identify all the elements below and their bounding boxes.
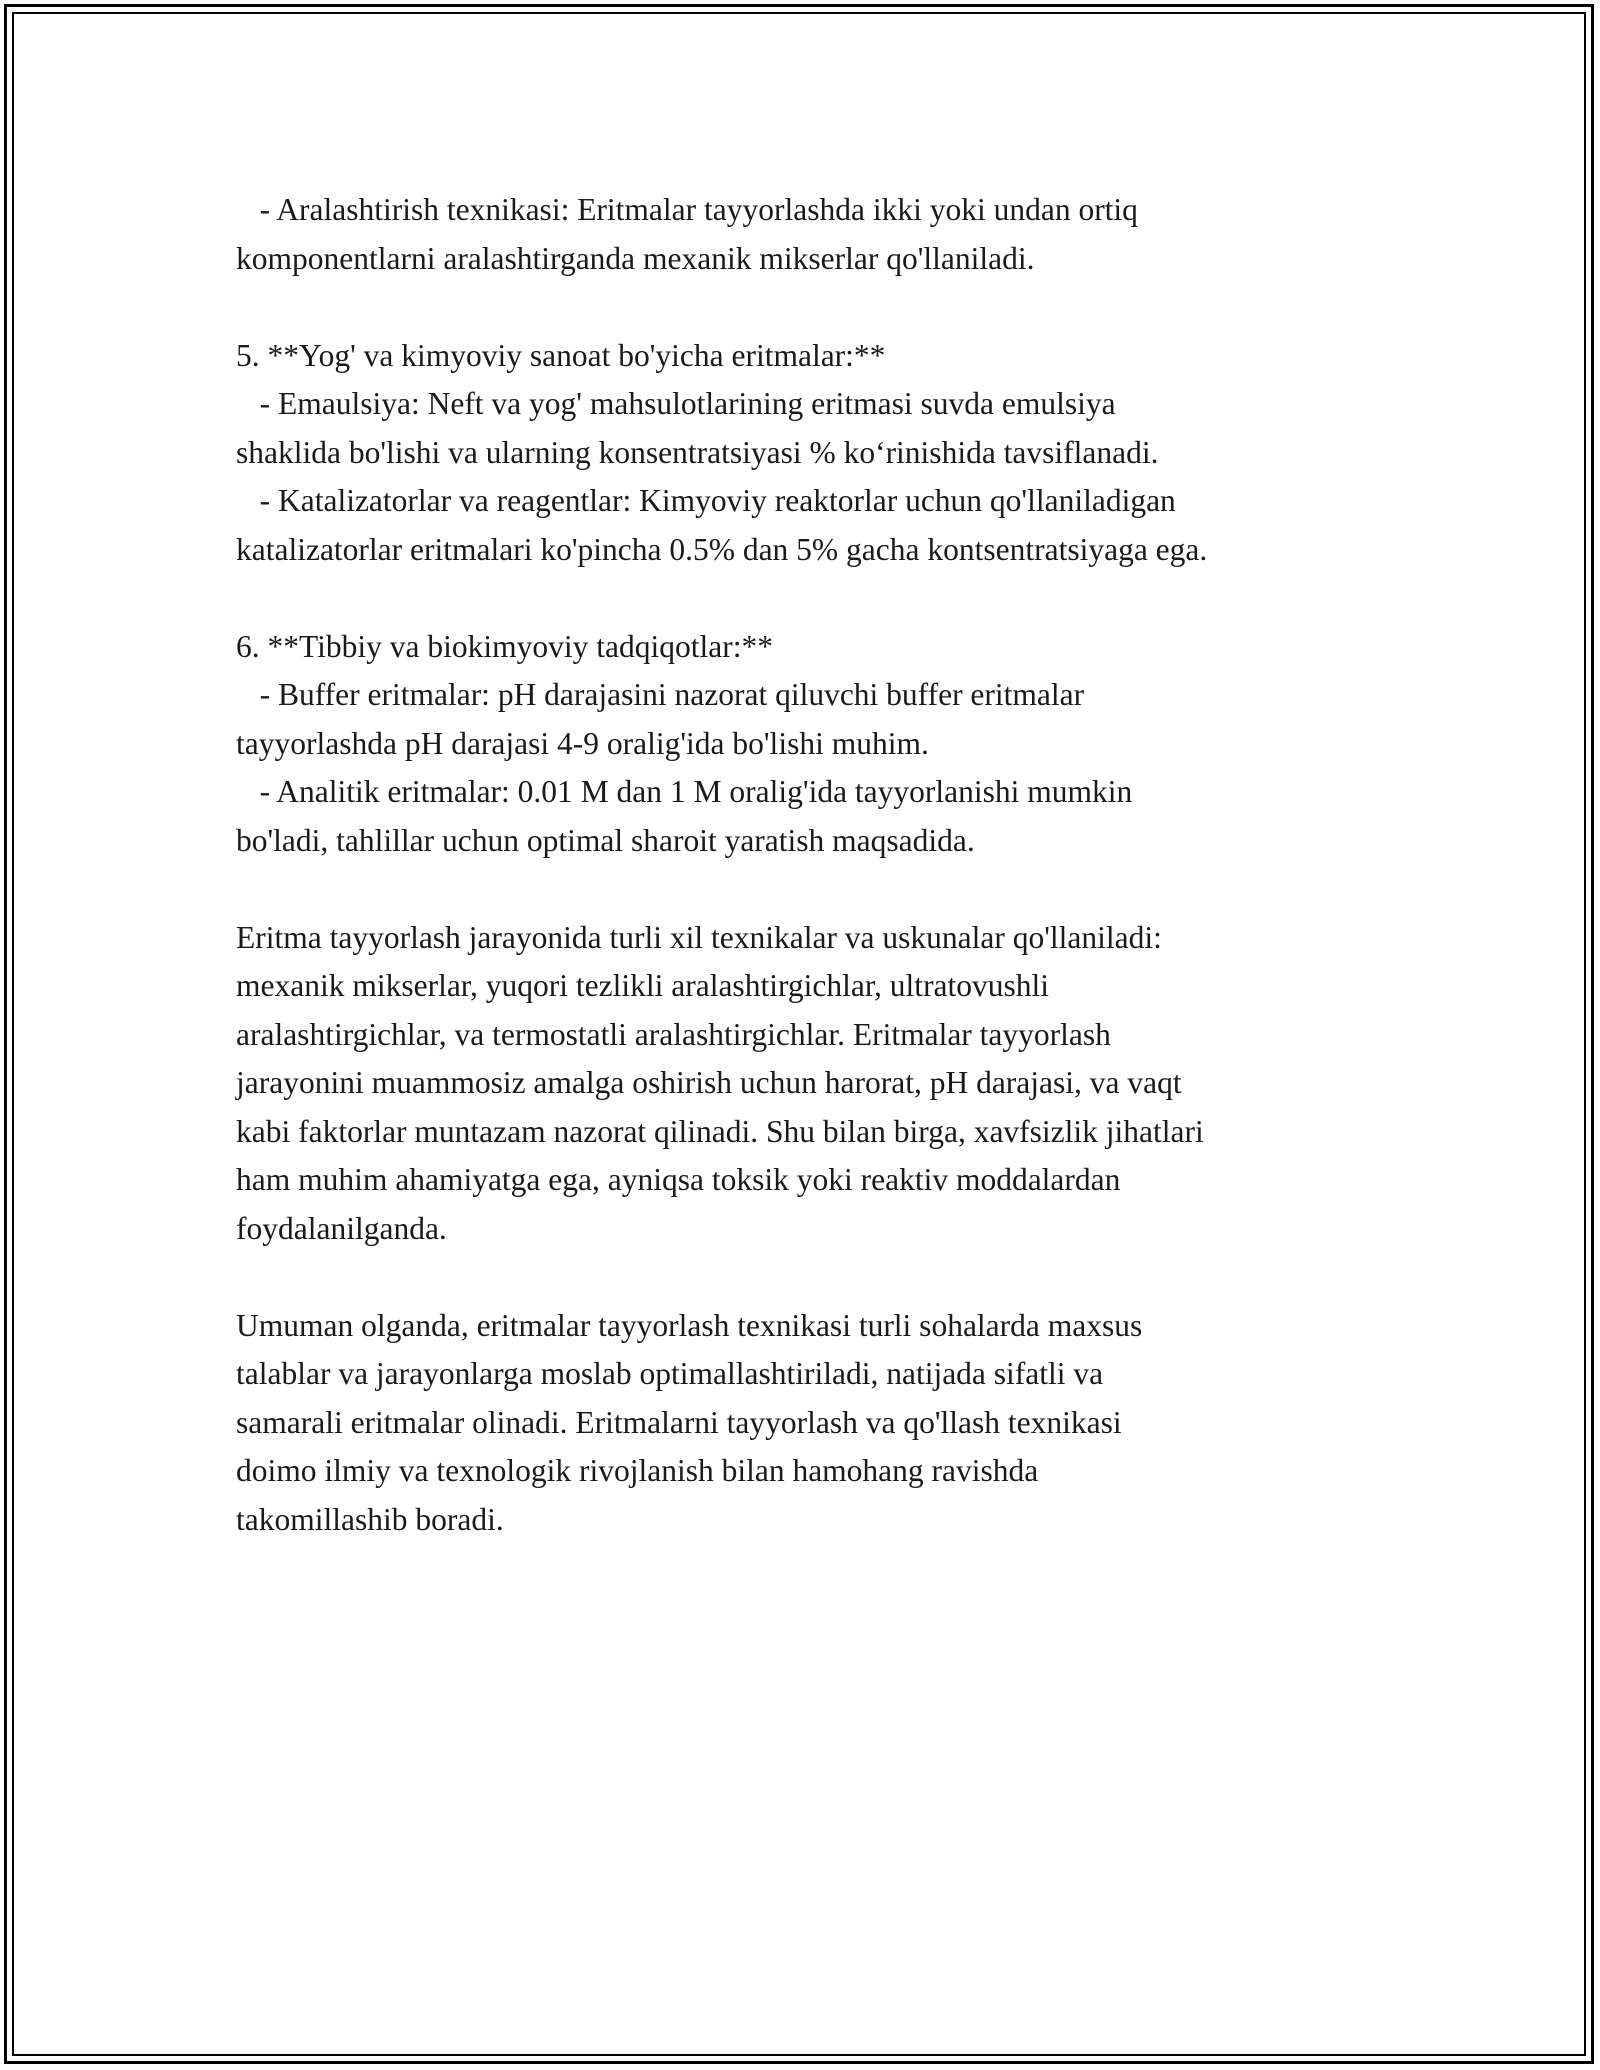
paragraph-gap	[236, 1253, 1386, 1302]
text-line: kabi faktorlar muntazam nazorat qilinadi. Shu bilan birga, xavfsizlik jihatlari	[236, 1113, 1204, 1149]
text-line: - Emaulsiya: Neft va yog' mahsulotlarining eritmasi suvda emulsiya	[236, 386, 1116, 421]
text-line: komponentlarni aralashtirganda mexanik mikserlar qo'llaniladi.	[236, 240, 1035, 276]
text-line: ham muhim ahamiyatga ega, ayniqsa toksik yoki reaktiv moddalardan	[236, 1162, 1121, 1197]
text-line: talablar va jarayonlarga moslab optimallashtiriladi, natijada sifatli va	[236, 1356, 1104, 1391]
text-line: doimo ilmiy va texnologik rivojlanish bilan hamohang ravishda	[236, 1453, 1039, 1488]
text-line: mexanik mikserlar, yuqori tezlikli aralashtirgichlar, ultratovushli	[236, 968, 1050, 1003]
paragraph-gap	[236, 574, 1386, 623]
text-line: foydalanilganda.	[236, 1210, 447, 1246]
paragraph-gap	[236, 283, 1386, 332]
text-line: - Buffer eritmalar: pH darajasini nazorat qiluvchi buffer eritmalar	[236, 677, 1085, 712]
document-body	[236, 186, 1386, 1544]
paragraph-gap	[236, 865, 1386, 914]
section-heading-5: 5. **Yog' va kimyoviy sanoat bo'yicha eritmalar:**	[236, 337, 886, 373]
section-heading-6: 6. **Tibbiy va biokimyoviy tadqiqotlar:**	[236, 628, 773, 664]
text-line: jarayonini muammosiz amalga oshirish uchun harorat, pH darajasi, va vaqt	[236, 1065, 1182, 1100]
text-line: takomillashib boradi.	[236, 1501, 504, 1537]
text-line: samarali eritmalar olinadi. Eritmalarni tayyorlash va qo'llash texnikasi	[236, 1404, 1122, 1440]
text-line: Umuman olganda, eritmalar tayyorlash texnikasi turli sohalarda maxsus	[236, 1307, 1143, 1343]
text-line: bo'ladi, tahlillar uchun optimal sharoit yaratish maqsadida.	[236, 822, 975, 858]
text-line: shaklida bo'lishi va ularning konsentratsiyasi % ko‘rinishida tavsiflanadi.	[236, 434, 1159, 470]
text-line: - Katalizatorlar va reagentlar: Kimyoviy reaktorlar uchun qo'llaniladigan	[236, 483, 1176, 518]
text-line: Eritma tayyorlash jarayonida turli xil texnikalar va uskunalar qo'llaniladi:	[236, 919, 1162, 955]
text-line: katalizatorlar eritmalari ko'pincha 0.5% dan 5% gacha kontsentratsiyaga ega.	[236, 531, 1208, 567]
text-line: - Aralashtirish texnikasi: Eritmalar tayyorlashda ikki yoki undan ortiq	[236, 192, 1138, 227]
text-line: - Analitik eritmalar: 0.01 M dan 1 M oralig'ida tayyorlanishi mumkin	[236, 774, 1133, 809]
text-line: aralashtirgichlar, va termostatli aralashtirgichlar. Eritmalar tayyorlash	[236, 1016, 1111, 1052]
text-line: tayyorlashda pH darajasi 4-9 oralig'ida bo'lishi muhim.	[236, 725, 929, 761]
